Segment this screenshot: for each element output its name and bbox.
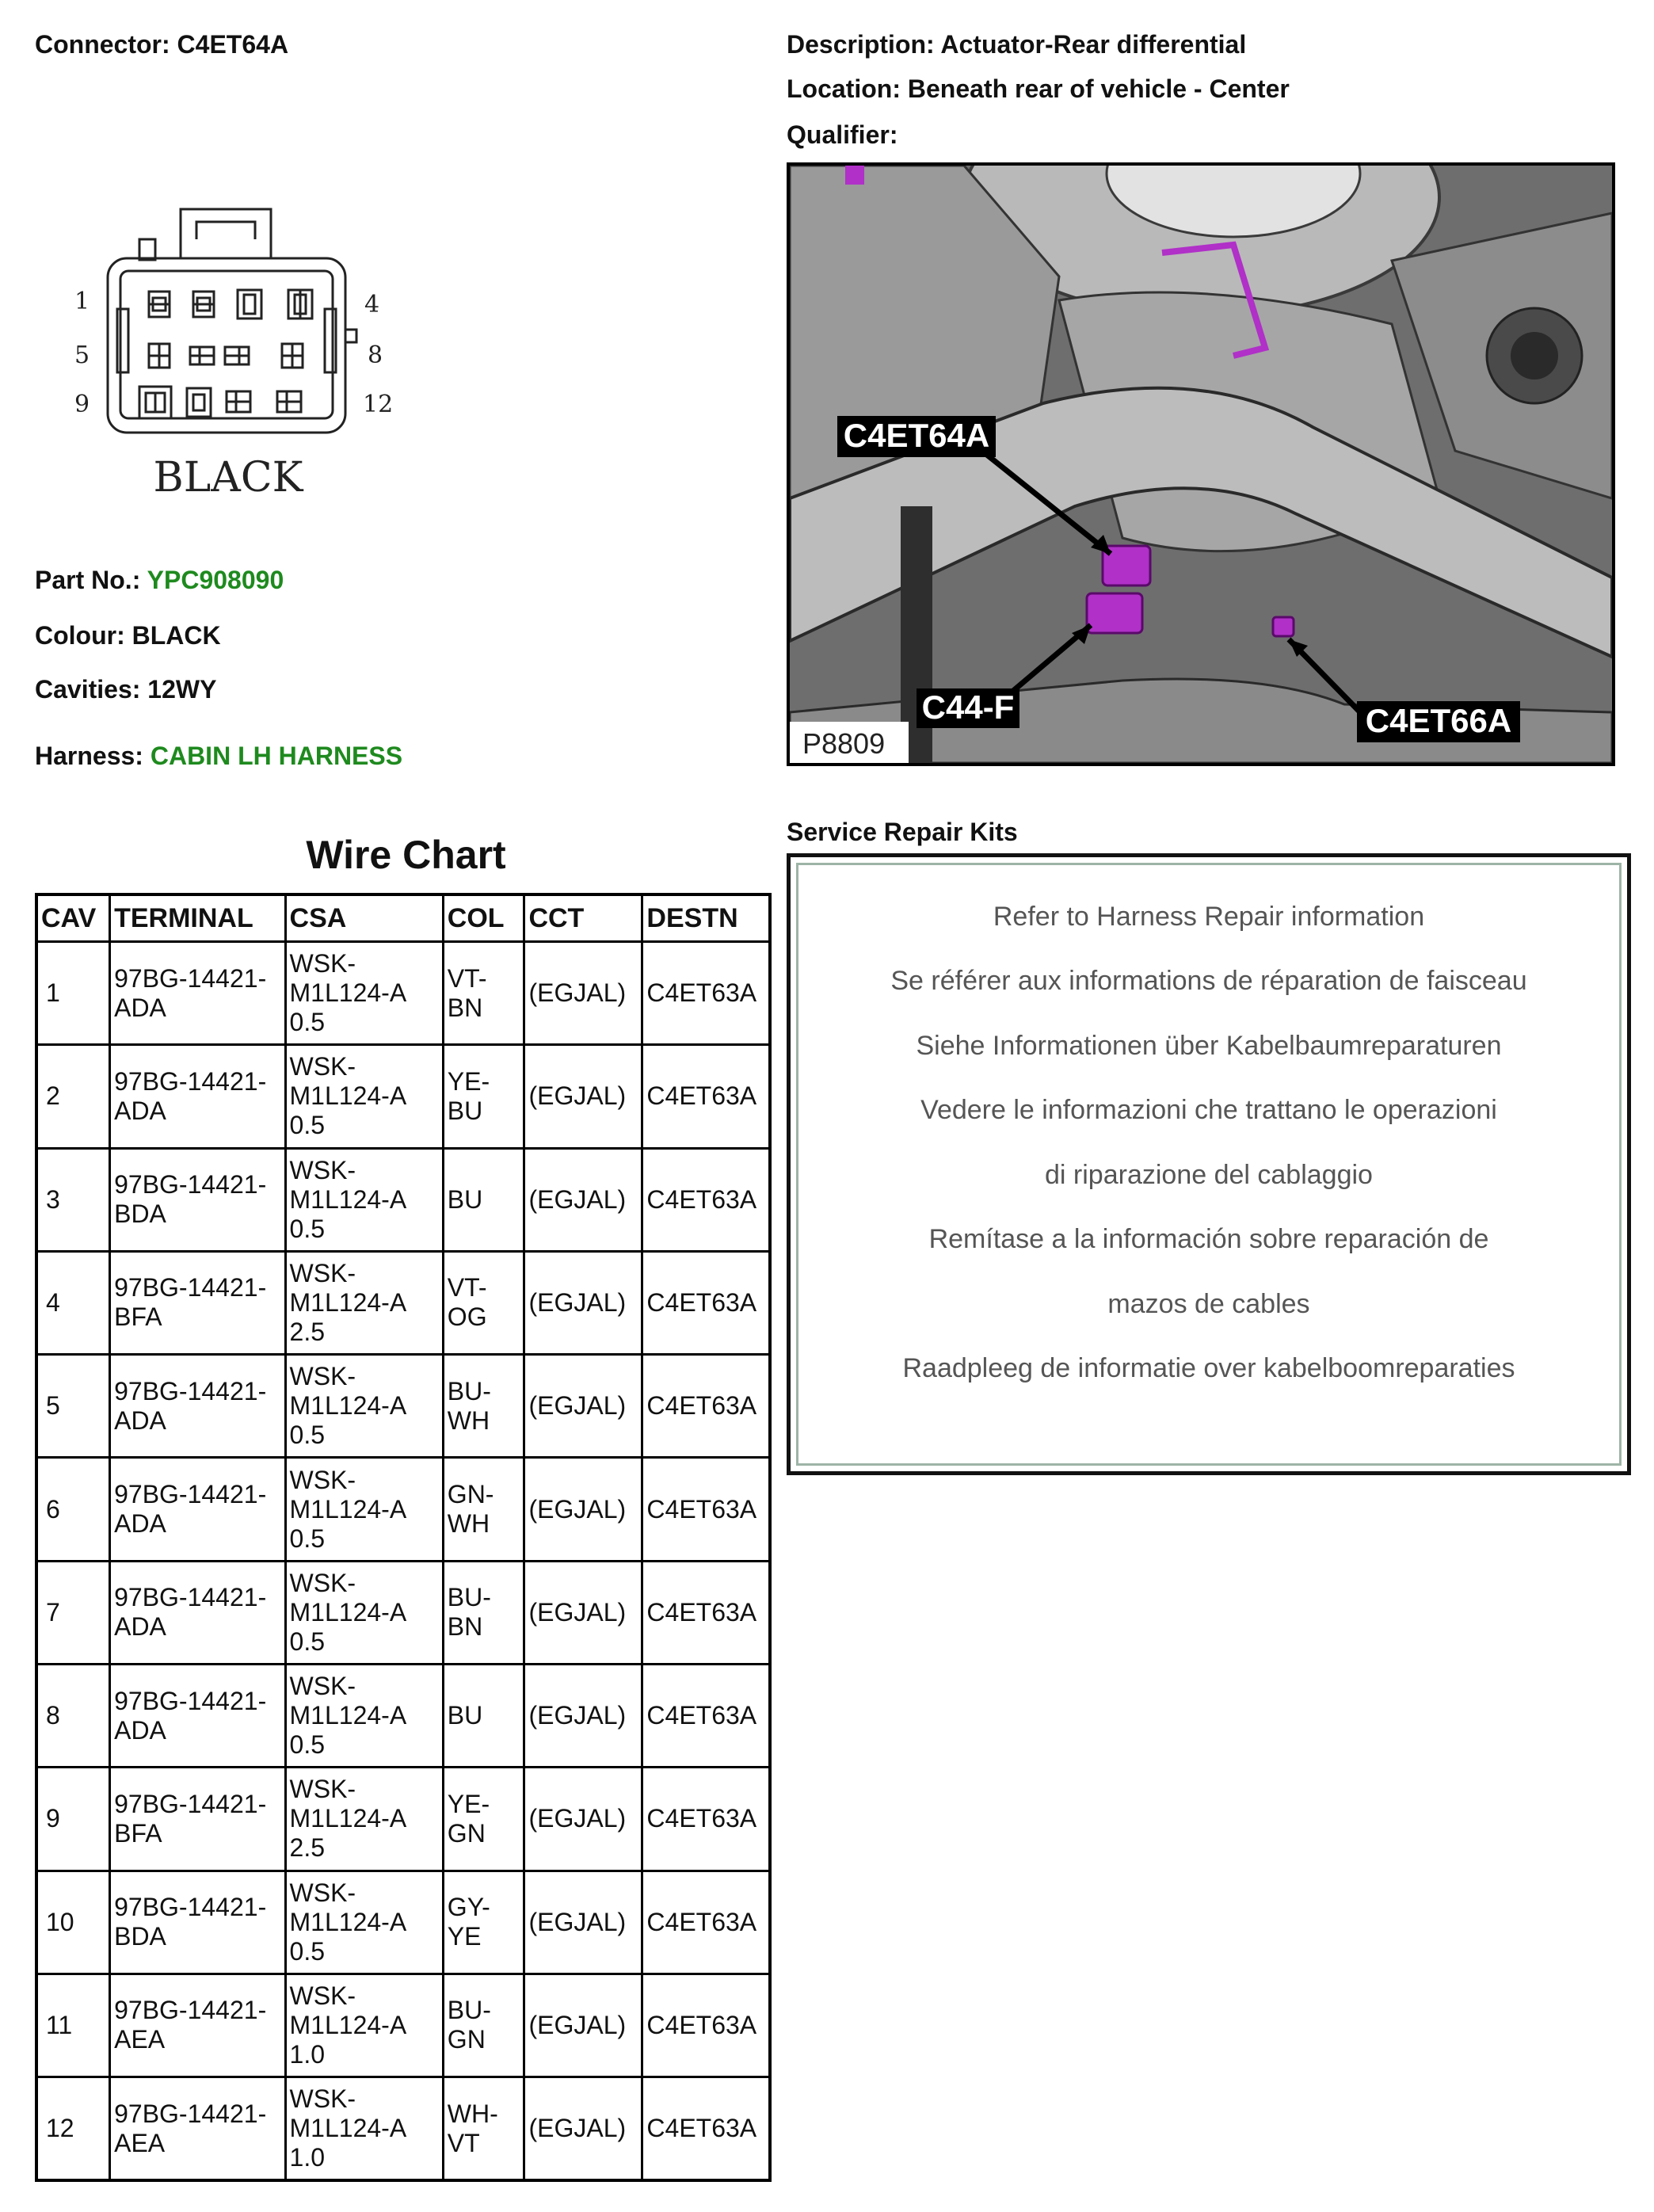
cell-cct: (EGJAL): [524, 1768, 642, 1871]
cell-terminal: 97BG-14421-ADA: [110, 1045, 285, 1148]
cell-destn: C4ET63A: [642, 1768, 770, 1871]
pin-8-label: 8: [368, 341, 383, 369]
repair-kit-line: Siehe Informationen über Kabelbaumreparaturen: [916, 1031, 1502, 1061]
repair-kit-line: Refer to Harness Repair information: [993, 902, 1425, 932]
cavities-detail: [35, 673, 216, 705]
table-row: [36, 1871, 770, 1974]
harness-label: Harness:: [35, 742, 143, 770]
location-photo: [787, 162, 1615, 766]
part-label: Part No.:: [35, 566, 141, 594]
cell-cav: 12: [36, 2077, 110, 2180]
cell-terminal: 97BG-14421-ADA: [110, 1561, 285, 1664]
cell-cct: (EGJAL): [524, 1561, 642, 1664]
cell-destn: C4ET63A: [642, 1458, 770, 1561]
cell-cav: 7: [36, 1561, 110, 1664]
repair-kit-line: Raadpleeg de informatie over kabelboomreparaties: [902, 1353, 1515, 1383]
cell-cav: 6: [36, 1458, 110, 1561]
table-row: [36, 1045, 770, 1148]
header-destn: DESTN: [642, 894, 770, 942]
cell-col: BU-WH: [443, 1355, 524, 1458]
cell-destn: C4ET63A: [642, 1561, 770, 1664]
wire-chart-title: Wire Chart: [306, 833, 506, 877]
colour-detail: [35, 620, 221, 651]
cell-cct: (EGJAL): [524, 2077, 642, 2180]
cell-cct: (EGJAL): [524, 1251, 642, 1354]
part-number-link[interactable]: YPC908090: [147, 566, 284, 594]
pin-4-label: 4: [364, 291, 380, 318]
cell-cav: 10: [36, 1871, 110, 1974]
cell-cav: 3: [36, 1148, 110, 1251]
cell-cct: (EGJAL): [524, 1045, 642, 1148]
connector-colour-text: BLACK: [153, 454, 303, 502]
connector-face-diagram: [63, 198, 412, 515]
cavities-label: Cavities:: [35, 675, 141, 704]
cell-csa: WSK-M1L124-A 0.5: [285, 1458, 443, 1561]
cell-csa: WSK-M1L124-A 0.5: [285, 1045, 443, 1148]
cell-col: YE-GN: [443, 1768, 524, 1871]
cell-destn: C4ET63A: [642, 1974, 770, 2077]
table-row: [36, 1561, 770, 1664]
cell-csa: WSK-M1L124-A 0.5: [285, 1148, 443, 1251]
cell-csa: WSK-M1L124-A 2.5: [285, 1768, 443, 1871]
cell-col: VT-OG: [443, 1251, 524, 1354]
cell-csa: WSK-M1L124-A 0.5: [285, 1355, 443, 1458]
cell-col: BU: [443, 1664, 524, 1767]
vehicle-underside-illustration: [790, 166, 1612, 763]
cell-destn: C4ET63A: [642, 1148, 770, 1251]
repair-kits-title: Service Repair Kits: [787, 818, 1018, 846]
cell-terminal: 97BG-14421-BFA: [110, 1768, 285, 1871]
cell-col: GY-YE: [443, 1871, 524, 1974]
cell-csa: WSK-M1L124-A 0.5: [285, 1664, 443, 1767]
header-cct: CCT: [524, 894, 642, 942]
cell-cct: (EGJAL): [524, 1871, 642, 1974]
cell-cav: 4: [36, 1251, 110, 1354]
cell-cav: 1: [36, 942, 110, 1045]
table-row: [36, 1768, 770, 1871]
cell-csa: WSK-M1L124-A 1.0: [285, 2077, 443, 2180]
header-csa: CSA: [285, 894, 443, 942]
pin-12-label: 12: [363, 391, 394, 418]
cell-terminal: 97BG-14421-BDA: [110, 1148, 285, 1251]
repair-kit-line: mazos de cables: [1107, 1289, 1310, 1319]
cell-destn: C4ET63A: [642, 942, 770, 1045]
part-number: [35, 564, 284, 596]
cell-col: YE-BU: [443, 1045, 524, 1148]
qualifier-label: Qualifier:: [787, 120, 898, 149]
table-row: [36, 1251, 770, 1354]
table-row: [36, 1148, 770, 1251]
repair-kit-line: Se référer aux informations de réparation de faisceau: [890, 966, 1527, 996]
cell-destn: C4ET63A: [642, 1251, 770, 1354]
description-value: Actuator-Rear differential: [940, 30, 1247, 59]
cell-cct: (EGJAL): [524, 1664, 642, 1767]
wire-chart-header-row: [36, 894, 770, 942]
location-label: Location:: [787, 74, 901, 103]
wire-chart-body: [36, 942, 770, 2181]
header-col: COL: [443, 894, 524, 942]
cell-csa: WSK-M1L124-A 0.5: [285, 942, 443, 1045]
table-row: [36, 1355, 770, 1458]
header-terminal: TERMINAL: [110, 894, 285, 942]
cavities-value: 12WY: [147, 675, 217, 704]
table-row: [36, 1458, 770, 1561]
callout-c44f: C44-F: [921, 688, 1015, 726]
harness-link[interactable]: CABIN LH HARNESS: [150, 742, 403, 770]
cell-destn: C4ET63A: [642, 1355, 770, 1458]
cell-cct: (EGJAL): [524, 1974, 642, 2077]
table-row: [36, 1974, 770, 2077]
cell-terminal: 97BG-14421-ADA: [110, 1355, 285, 1458]
cell-col: BU: [443, 1148, 524, 1251]
colour-label: Colour:: [35, 621, 125, 650]
connector-value: C4ET64A: [177, 30, 289, 59]
pin-9-label: 9: [74, 391, 90, 418]
cell-csa: WSK-M1L124-A 0.5: [285, 1871, 443, 1974]
pin-5-label: 5: [74, 341, 90, 369]
callout-c4et64a: C4ET64A: [843, 417, 990, 454]
repair-kit-line: Vedere le informazioni che trattano le operazioni: [920, 1095, 1497, 1125]
cell-terminal: 97BG-14421-AEA: [110, 2077, 285, 2180]
cell-csa: WSK-M1L124-A 0.5: [285, 1561, 443, 1664]
pin-1-label: 1: [74, 288, 90, 315]
qualifier-heading: [787, 119, 898, 151]
cell-cav: 2: [36, 1045, 110, 1148]
cell-terminal: 97BG-14421-ADA: [110, 1458, 285, 1561]
cell-terminal: 97BG-14421-AEA: [110, 1974, 285, 2077]
cell-cct: (EGJAL): [524, 1458, 642, 1561]
harness-detail: [35, 740, 402, 772]
cell-terminal: 97BG-14421-BDA: [110, 1871, 285, 1974]
table-row: [36, 2077, 770, 2180]
cell-destn: C4ET63A: [642, 1871, 770, 1974]
cell-col: GN-WH: [443, 1458, 524, 1561]
cell-col: WH-VT: [443, 2077, 524, 2180]
cell-cct: (EGJAL): [524, 942, 642, 1045]
location-heading: [787, 73, 1290, 105]
cell-terminal: 97BG-14421-ADA: [110, 1664, 285, 1767]
location-value: Beneath rear of vehicle - Center: [907, 74, 1290, 103]
cell-csa: WSK-M1L124-A 2.5: [285, 1251, 443, 1354]
description-heading: [787, 29, 1246, 60]
cell-destn: C4ET63A: [642, 2077, 770, 2180]
cell-cav: 11: [36, 1974, 110, 2077]
cell-col: BU-BN: [443, 1561, 524, 1664]
callout-c4et66a: C4ET66A: [1365, 702, 1512, 739]
repair-kit-line: Remítase a la información sobre reparación de: [928, 1224, 1489, 1254]
cell-cct: (EGJAL): [524, 1148, 642, 1251]
description-label: Description:: [787, 30, 935, 59]
cell-col: VT-BN: [443, 942, 524, 1045]
table-row: [36, 942, 770, 1045]
cell-destn: C4ET63A: [642, 1045, 770, 1148]
table-row: [36, 1664, 770, 1767]
cell-terminal: 97BG-14421-BFA: [110, 1251, 285, 1354]
header-cav: CAV: [36, 894, 110, 942]
cell-col: BU-GN: [443, 1974, 524, 2077]
connector-heading: [35, 29, 288, 60]
cell-destn: C4ET63A: [642, 1664, 770, 1767]
cell-cct: (EGJAL): [524, 1355, 642, 1458]
colour-value: BLACK: [131, 621, 221, 650]
cell-terminal: 97BG-14421-ADA: [110, 942, 285, 1045]
cell-csa: WSK-M1L124-A 1.0: [285, 1974, 443, 2077]
connector-label: Connector:: [35, 30, 170, 59]
repair-kit-line: di riparazione del cablaggio: [1045, 1160, 1373, 1190]
wire-chart-table: [35, 893, 772, 2182]
cell-cav: 8: [36, 1664, 110, 1767]
photo-reference: P8809: [802, 727, 886, 760]
cell-cav: 9: [36, 1768, 110, 1871]
cell-cav: 5: [36, 1355, 110, 1458]
